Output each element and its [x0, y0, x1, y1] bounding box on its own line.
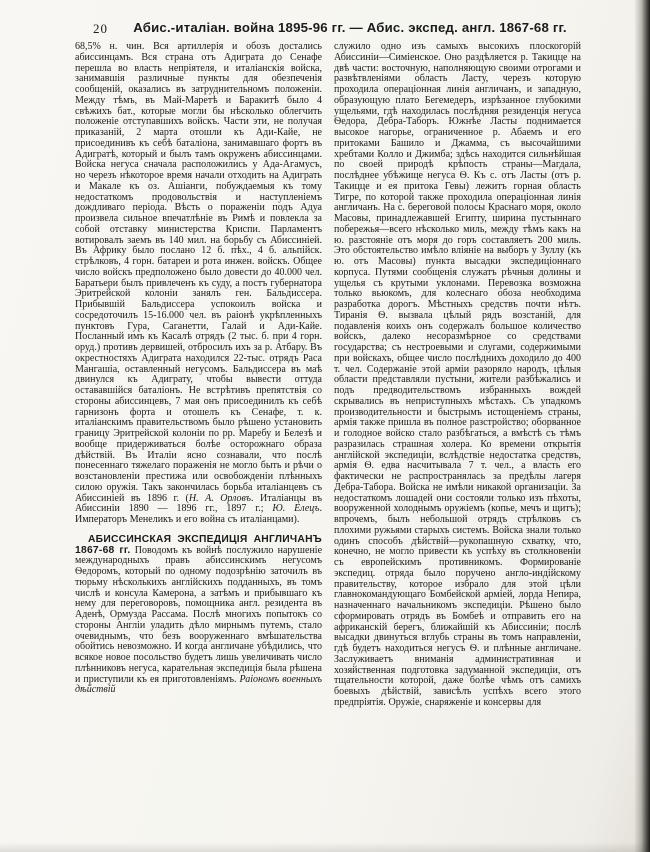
page-bottom-shade [0, 842, 650, 852]
paragraph-english-expedition [75, 535, 322, 696]
left-column [75, 42, 322, 709]
page-number: 20 [93, 21, 108, 36]
bibliography-title-2: . Императоръ Менеликъ и его война съ италіанцами). [75, 503, 322, 525]
bibliography-author-elets: Ю. Елецъ [272, 503, 320, 515]
theatre-of-operations-phrase: Раіономъ военныхъ дѣйствій [75, 673, 322, 696]
page-binding-shadow [634, 0, 650, 852]
right-column [334, 42, 581, 709]
text-columns [75, 42, 581, 709]
bibliography-title-1: . Италіанцы въ Абиссиніи 1890 — 1896 гг., 1897 г.; [75, 492, 323, 515]
article-heading: АБИССИНСКАЯ ЭКСПЕДИЦІЯ АНГЛИЧАНЪ 1867-68 гг. [75, 533, 322, 556]
expedition-paragraph-text: Поводомъ къ войнѣ послужило нарушеніе международныхъ правъ абиссинскимъ негусомъ Ѳедоромъ, который по одному подозрѣнію заточилъ въ тюрьму нѣсколькихъ англійскихъ подданныхъ, въ томъ числѣ и консула Камерона, а затѣмъ и прибывшаго къ нему для переговоровъ, помощника англ. резидента въ Аденѣ, Ормузда Рассама. Послѣ многихъ попытокъ со стороны Англіи уладить дѣло мирнымъ путемъ, стало очевиднымъ, что безъ вооруженнаго вмѣшательства обойтись невозможно. И когда англичане убѣдились, что всякое новое посольство будетъ лишь увеличивать число плѣнниковъ негуса, карательная экспедиція была рѣшена и приступили къ ея приготовленіямъ. [75, 544, 323, 685]
paragraph-terrain-and-forces: служило одно изъ самыхъ высокихъ плоскогорій Абиссиніи—Симіенское. Оно раздѣляется р. Такицце на двѣ части: восточную, наполняющую своими отрогами и развѣтвленіями область Ласту, черезъ которую проходила операціонная линія англичанъ, и западную, образующую плато Бегемедеръ, изрѣзанное глубокими ущельями, гдѣ находилась послѣдняя резиденція негуса Ѳедора, Дебра-Таборъ. Южнѣе Ласты поднимается высокое нагорье, ограниченное р. Абаемъ и его притоками Башило и Джамма, съ высочайшими хребтами Колло и Джимба; здѣсь находится сильнѣйшая по своей природѣ крѣпость страны—Магдала, послѣднее убѣжище негуса Ѳ. Къ с. отъ Ласты (отъ р. Такицце и ея притока Гевы) лежитъ горная область Тигре, по которой также проходила операціонная линія англичанъ. На с. береговой полосы Краснаго моря, около Масовы, принадлежавшей Египту, ширина пустыннаго побережья—всего нѣсколько миль, между тѣмъ какъ на ю. разстояніе отъ моря до горъ составляетъ 200 миль. Это обстоятельство имѣло вліяніе на выборъ у Зуллу (къ ю. отъ Масовы) пункта высадки экспедиціоннаго корпуса. Путями сообщенія служатъ рѣчныя долины и ущелья съ крутыми уклонами. Перевозка возможна только вьюкомъ, для колеснаго обоза необходима разработка дорогъ. Мѣстныхъ средствъ почти нѣтъ. Тиранія Ѳ. вызвала цѣлый рядъ возстаній, для подавленія коихъ онъ содержалъ большое количество войскъ, далеко несоразмѣрное со средствами государства; съ нестроевыми и слугами, содержимыми при войскахъ, общее число послѣднихъ доходило до 400 т. чел. Содержаніе этой арміи разоряло народъ, цѣлыя области представляли пустыни, жители разбѣжались и подъ предводительствомъ избранныхъ вождей скрывались въ неприступныхъ мѣстахъ. Съ упадкомъ производительности и быстрымъ истощеніемъ страны, армія также пришла въ полное разстройство; оборванное и голодное войско стало разбѣгаться, а вмѣстѣ съ тѣмъ разразилась страшная холера. Ко времени открытія англійской экспедиціи, вслѣдствіе недостатка средствъ, армія Ѳ. едва насчитывала 7 т. чел., а власть его фактически не распространялась за предѣлы лагеря Дебра-Табора. Войска не имѣли никакой организаціи. За недостаткомъ лошадей они состояли только изъ пѣхоты, вооруженной холоднымъ оружіемъ (копье, мечъ и щитъ); впрочемъ, былъ небольшой отрядъ стрѣлковъ съ плохими ружьями старыхъ системъ. Войска знали только одинъ способъ дѣйствій—рукопашную схватку, что, конечно, не могло привести къ успѣху въ столкновеніи съ европейскимъ противникомъ. Формированіе экспедиц. отряда было поручено англо-индійскому правительству, которое избрало для этой цѣли главнокомандующаго Бомбейской арміей, лорда Непира, назначеннаго начальникомъ экспедиціи. Рѣшено было сформировать отрядъ въ Бомбеѣ и отправить его на африканскій берегъ, ближайшій къ Абиссиніи; послѣ высадки двинуться вглубь страны въ томъ направленіи, гдѣ будетъ находиться негусъ Ѳ. и плѣнные англичане. Заслуживаетъ вниманія административная и хозяйственная подготовка задуманной экспедиціи, отъ тщательности которой, даже болѣе чѣмъ отъ самихъ боевыхъ дѣйствій, зависѣлъ успѣхъ всего этого предпріятія. Оружіе, снаряженіе и консервы для [334, 41, 581, 708]
paragraph-italo-abyssinian-war [75, 42, 322, 526]
war-paragraph-text: 68,5% н. чин. Вся артиллерія и обозъ достались абиссинцамъ. Вся страна отъ Адиграта до Сенафе перешла во власть непріятеля, и италіанскія войска, занимавшія различные пункты для обезпеченія сообщеній, оказались въ затруднительномъ положеніи. Между тѣмъ, въ Май-Маретѣ и Баракитѣ было 4 свѣжихъ бат., которые могли бы нѣсколько облегчить положеніе отступавшихъ войскъ. Части эти, не получая приказаній, 2 марта отошли къ Ади-Кайе, не присоединивъ къ себѣ баталіона, занимавшаго фортъ въ Адигратѣ, который и былъ тамъ окруженъ абиссинцами. Войска негуса сначала расположились у Ада-Агамусъ, но черезъ нѣкоторое время начали отходить на Адиграть и Макале къ оз. Ашіанги, побуждаемыя къ тому недостаткомъ продовольствія и наступленіемъ дождливаго періода. Вѣсть о пораженіи подъ Адуа произвела сильное впечатлѣніе въ Римѣ и повлекла за собой отставку министерства Криспи. Парламентъ вотировалъ заемъ въ 140 мил. на борьбу съ Абиссиніей. Въ Африку было послано 12 б. пѣх., 4 б. альпійск. стрѣлковъ, 4 горн. батареи и рота инжен. войскъ. Общее число войскъ предположено было довести до 40.000 чел. Баратьери былъ привлеченъ къ суду, а постъ губернатора Эритрейской колоніи занялъ ген. Бальдиссера. Прибывшій Бальдиссера успокоилъ войска и сосредоточилъ 15-16.000 чел. въ раіонѣ укрѣпленныхъ пунктовъ Гура, Саганетти, Галай и Ади-Кайе. Посланный имъ къ Касалѣ отрядъ (2 тыс. б. при 4 горн. оруд.) противъ дервишей, отбросилъ ихъ за р. Атбару. Въ окрестностяхъ Адиграта находился 22-тыс. отрядъ Раса Мангашіа, оставленный негусомъ. Бальдиссера въ маѣ двинулся къ Адиграту, чтобы вывести оттуда остававшійся баталіонъ. Не встрѣтивъ препятствія со стороны абиссинцевъ, 7 мая онъ присоединилъ къ себѣ гарнизонъ форта и отошелъ къ Сенафе, т. к. италіанскимъ правительствомъ было рѣшено установить границу Эритрейской колоніи по рр. Маребу и Белезѣ и вообще придерживаться болѣе осторожнаго образа дѣйствій. Въ Италіи ясно сознавали, что послѣ понесеннаго тяжелаго пораженія не могло быть и рѣчи о возстановленіи престижа или освобожденіи плѣнныхъ силою оружія. Такъ закончилась борьба италіанцевъ съ Абиссиніей въ 1896 г. ( [75, 41, 322, 504]
bibliography-author-orlov: Н. А. Орловъ [188, 492, 251, 504]
running-head-title: Абис.-италіан. война 1895-96 гг. — Абис. экспед. англ. 1867-68 гг. [133, 20, 567, 35]
